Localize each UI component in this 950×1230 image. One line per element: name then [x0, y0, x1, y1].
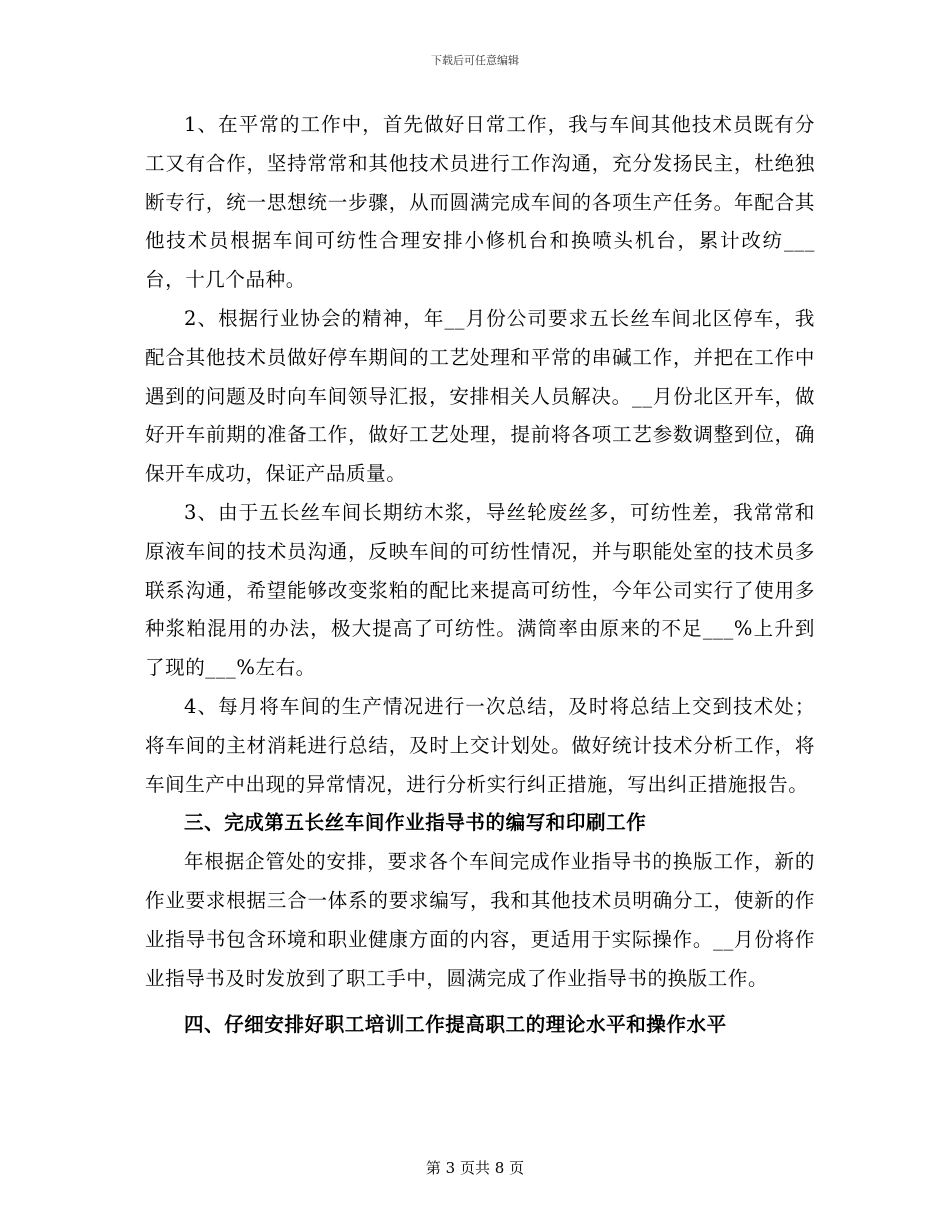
section-heading-4: 四、仔细安排好职工培训工作提高职工的理论水平和操作水平 [184, 1013, 727, 1037]
paragraph-item-3: 3、由于五长丝车间长期纺木浆，导丝轮废丝多，可纺性差，我常常和原液车间的技术员沟通，反映车间的可纺性情况，并与职能处室的技术员多联系沟通，希望能够改变浆粕的配比来提高可纺性，今年公司实行了使用多种浆粕混用的办法，极大提高了可纺性。满筒率由原来的不足___%上升到了现的___%左右。 [145, 500, 815, 680]
document-body [145, 106, 815, 1045]
page-footer: 第 3 页共 8 页 [425, 1159, 525, 1177]
paragraph-item-2: 2、根据行业协会的精神，年__月份公司要求五长丝车间北区停车，我配合其他技术员做好停车期间的工艺处理和平常的串碱工作，并把在工作中遇到的问题及时向车间领导汇报，安排相关人员解决。__月份北区开车，做好开车前期的准备工作，做好工艺处理，提前将各项工艺参数调整到位，确保开车成功，保证产品质量。 [145, 306, 815, 486]
section-3-paragraph: 年根据企管处的安排，要求各个车间完成作业指导书的换版工作，新的作业要求根据三合一体系的要求编写，我和其他技术员明确分工，使新的作业指导书包含环境和职业健康方面的内容，更适用于实际操作。__月份将作业指导书及时发放到了职工手中，圆满完成了作业指导书的换版工作。 [145, 850, 815, 990]
paragraph-item-1: 1、在平常的工作中，首先做好日常工作，我与车间其他技术员既有分工又有合作，坚持常常和其他技术员进行工作沟通，充分发扬民主，杜绝独断专行，统一思想统一步骤，从而圆满完成车间的各项生产任务。年配合其他技术员根据车间可纺性合理安排小修机台和换喷头机台，累计改纺___台，十几个品种。 [145, 113, 815, 292]
paragraph-item-4: 4、每月将车间的生产情况进行一次总结，及时将总结上交到技术处；将车间的主材消耗进行总结，及时上交计划处。做好统计技术分析工作，将车间生产中出现的异常情况，进行分析实行纠正措施，写出纠正措施报告。 [145, 694, 815, 796]
page-header: 下载后可任意编辑 [431, 54, 519, 67]
section-heading-3: 三、完成第五长丝车间作业指导书的编写和印刷工作 [184, 811, 647, 835]
